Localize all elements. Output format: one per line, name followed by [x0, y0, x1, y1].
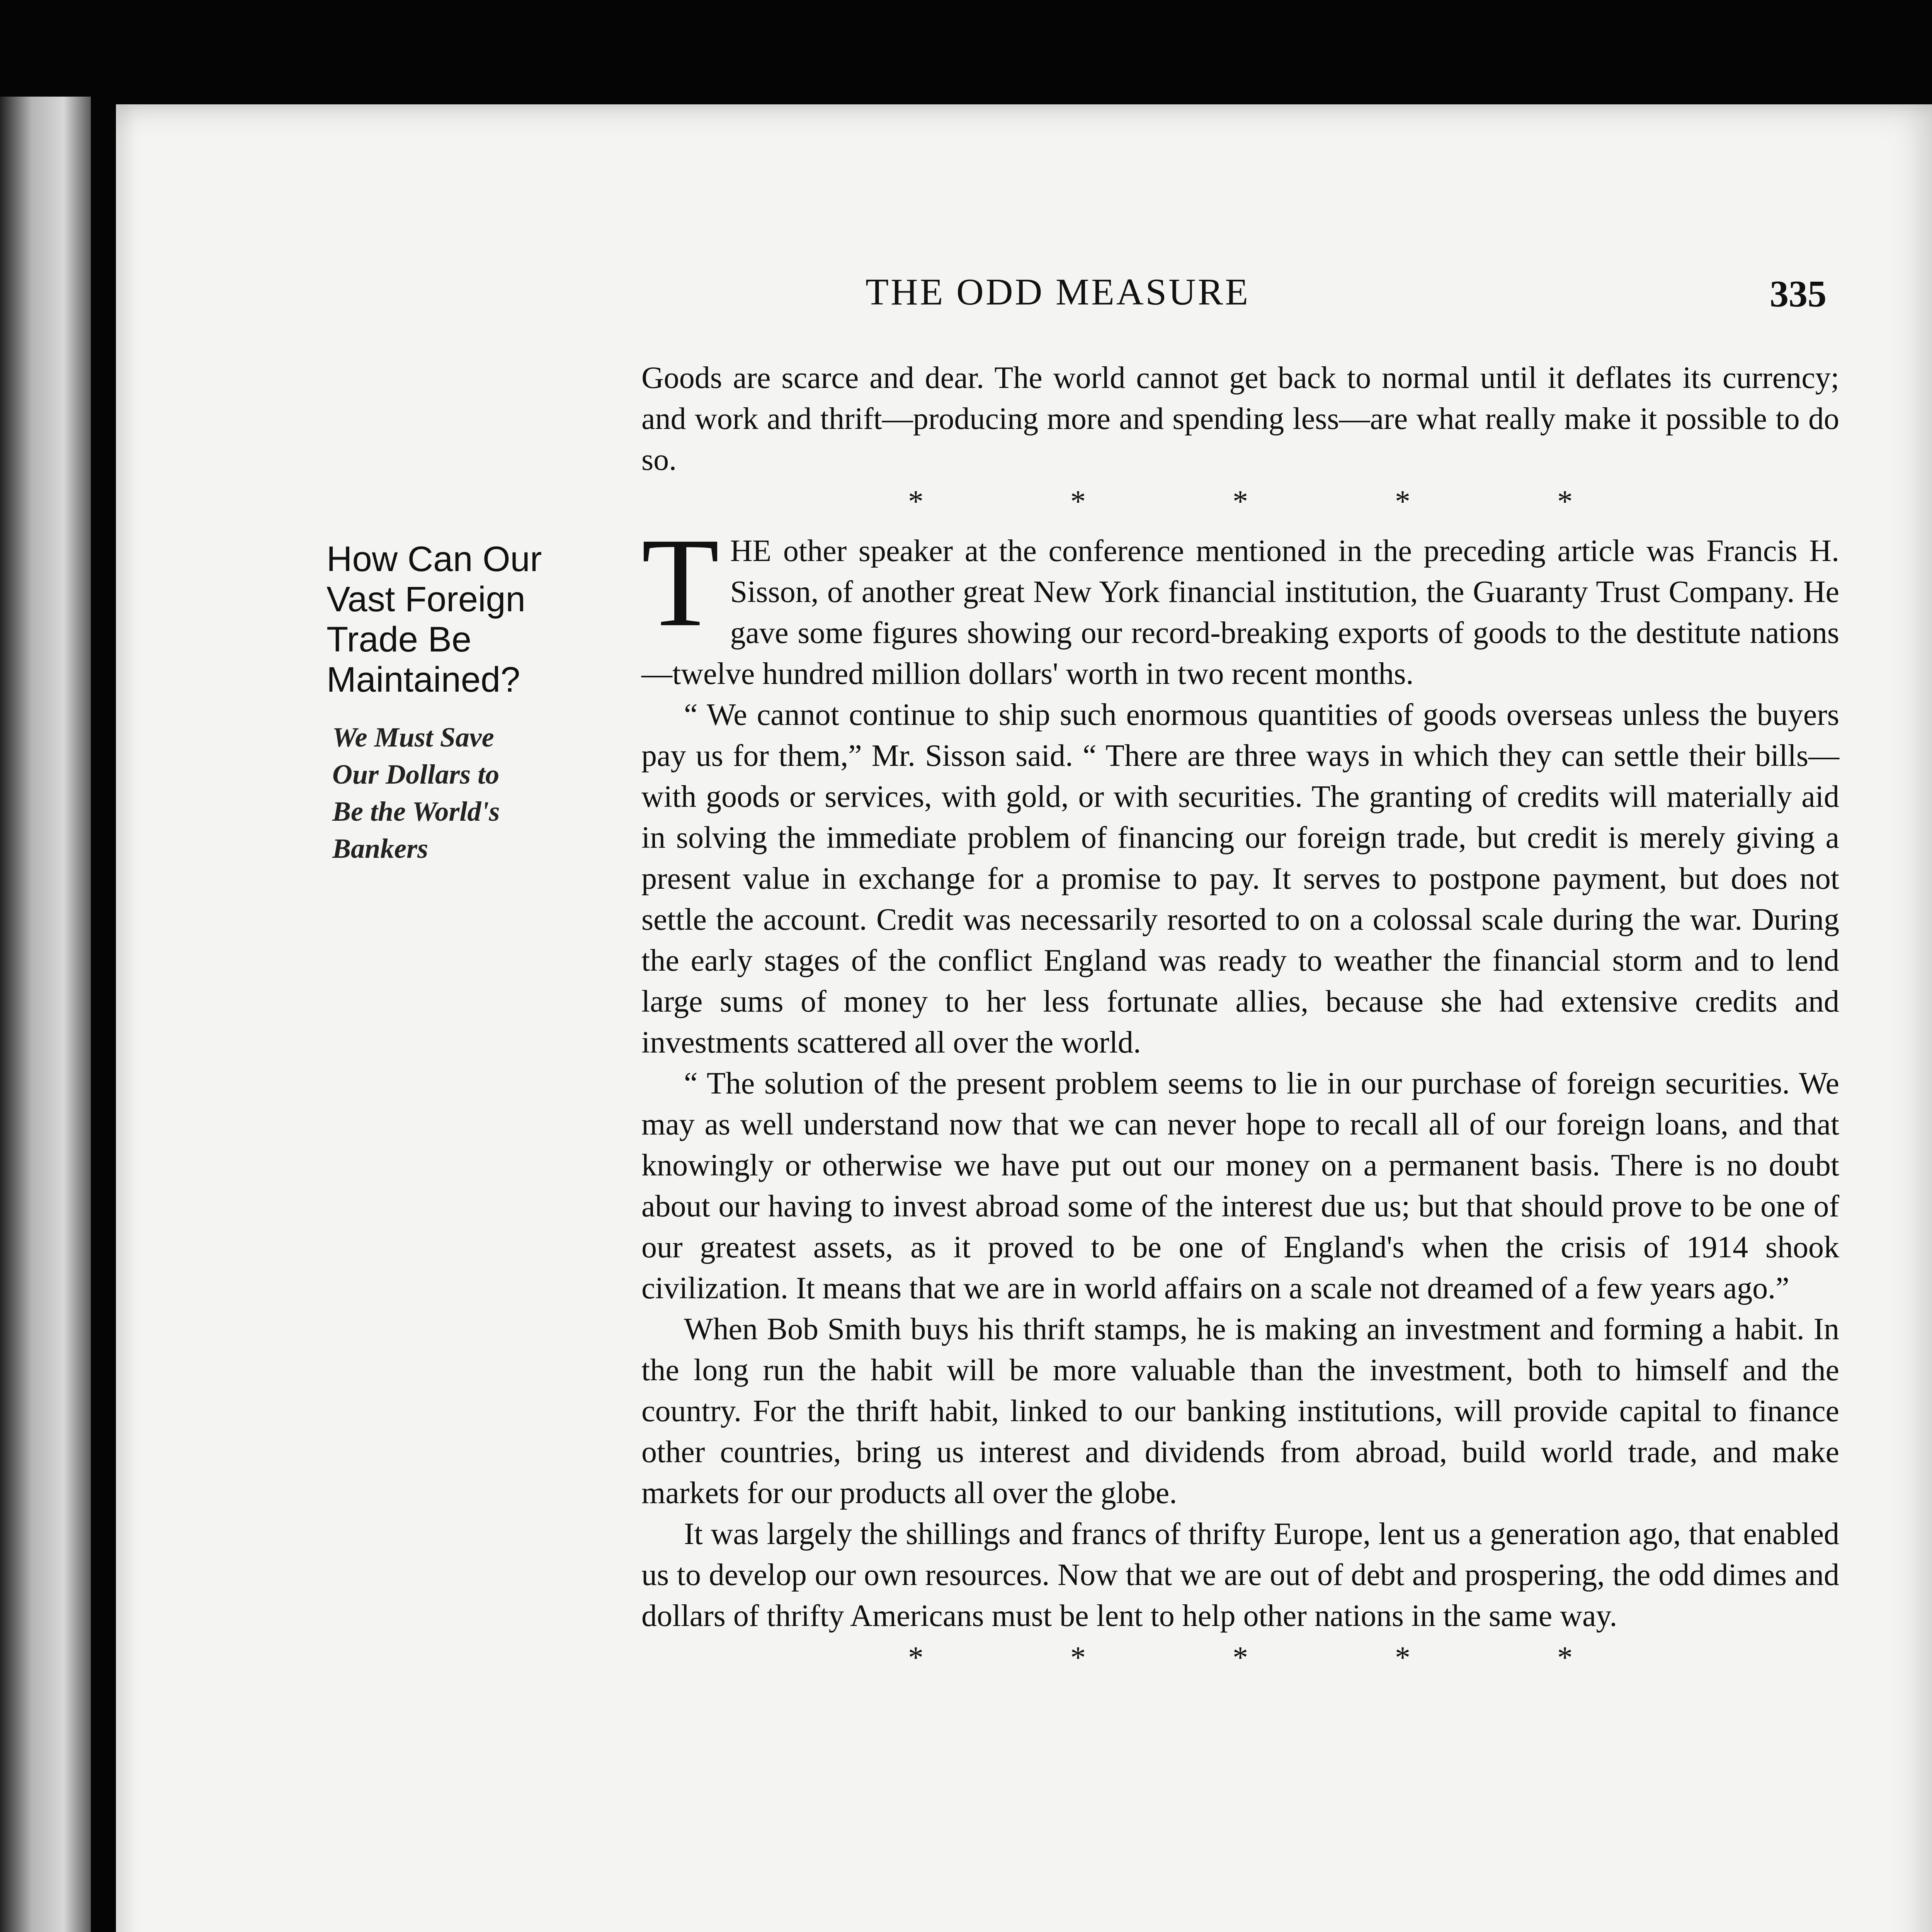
sidenote-heading [327, 539, 620, 700]
article-paragraph: HE other speaker at the conference mentioned in the preceding article was Francis H. Sisson, of another great New York financial institution, the Guaranty Trust Company. He gave some figures showing our record-breaking exports of goods to the destitute nations—twelve hundred million dollars' worth in two recent months. [641, 534, 1839, 691]
section-separator: * * * * * [908, 485, 1642, 519]
sidenote-sub-line: We Must Save [332, 722, 494, 753]
article-paragraph: “ We cannot continue to ship such enormous quantities of goods overseas unless the buyers pay us for them,” Mr. Sisson said. “ There are three ways in which they can settle their bills—with goods or services, with gold, or with securities. The granting of credits will materially aid in solving the immediate problem of financing our foreign trade, but credit is merely giving a present value in exchange for a promise to pay. It serves to postpone payment, but does not settle the account. Credit was necessarily resorted to on a colossal scale during the war. During the early stages of the conflict England was ready to weather the financial storm and to lend large sums of money to her less fortunate allies, because she had extensive credits and investments scattered all over the world. [641, 698, 1839, 1060]
sidenote-heading-line: How Can Our [327, 539, 542, 579]
facing-page-edge [0, 97, 91, 1932]
page-number: 335 [1770, 273, 1827, 315]
sidenote-heading-line: Trade Be [327, 620, 472, 659]
article-paragraph: “ The solution of the present problem seems to lie in our purchase of foreign securities. We may as well understand now that we can never hope to recall all of our foreign loans, and that knowingly or otherwise we have put out our money on a permanent basis. There is no doubt about our having to invest abroad some of the interest due us; but that should prove to be one of our greatest assets, as it proved to be one of England's when the crisis of 1914 shook civilization. It means that we are in world affairs on a scale not dreamed of a few years ago.” [641, 1066, 1839, 1305]
article-paragraph: When Bob Smith buys his thrift stamps, he is making an investment and forming a habit. In the long run the habit will be more valuable than the investment, both to himself and the country. For the thrift habit, linked to our banking institutions, will provide capital to finance other countries, bring us interest and dividends from abroad, build world trade, and make markets for our products all over the globe. [641, 1312, 1839, 1510]
article-paragraph: It was largely the shillings and francs of thrifty Europe, lent us a generation ago, that enabled us to develop our own resources. Now that we are out of debt and prospering, the odd dimes and dollars of thrifty Americans must be lent to help other nations in the same way. [641, 1517, 1839, 1633]
drop-cap: T [641, 512, 719, 653]
sidenote-subheading [332, 719, 611, 867]
main-column [641, 357, 1839, 1679]
sidenote-sub-line: Our Dollars to [332, 759, 500, 790]
sidenote-sub-line: Be the World's [332, 796, 500, 827]
sidenote-heading-line: Maintained? [327, 660, 520, 699]
section-separator: * * * * * [908, 1641, 1642, 1675]
running-head: THE ODD MEASURE [866, 271, 1250, 313]
sidenote-sub-line: Bankers [332, 833, 429, 864]
article-financing-trade [641, 512, 1839, 1636]
sidenote-heading-line: Vast Foreign [327, 580, 526, 619]
opening-paragraph: Goods are scarce and dear. The world cannot get back to normal until it deflates its currency; and work and thrift—producing more and spending less—are what really make it possible to do so. [641, 361, 1839, 477]
